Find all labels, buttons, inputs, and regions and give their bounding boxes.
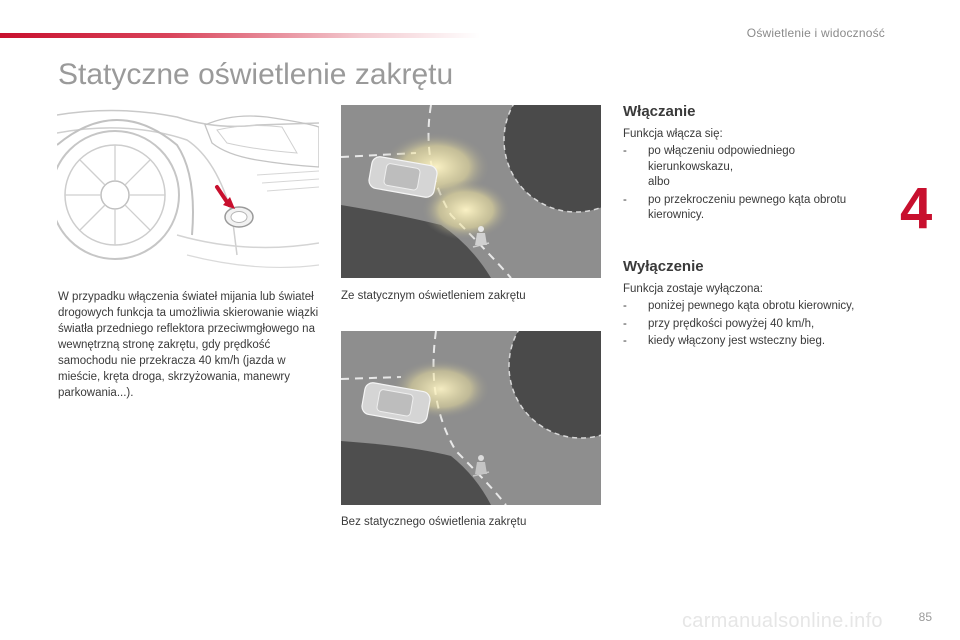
watermark: carmanualsonline.info [682,610,883,632]
intro-paragraph: W przypadku włączenia świateł mijania lub świateł drogowych funkcja ta umożliwia skierowanie wiązki światła przedniego reflektora przeciwmgłowego na wewnętrzną stronę zakrętu, gdy prędkość samochodu nie przekracza 40 km/h (jazda w mieście, kręta droga, skrzyżowania, manewry parkowania...). [58,291,319,399]
list-item: - przy prędkości powyżej 40 km/h, [623,317,815,330]
activation-list [623,144,883,226]
deactivation-list [623,299,883,352]
list-item: - poniżej pewnego kąta obrotu kierownicy, [623,300,855,312]
page-title: Statyczne oświetlenie zakrętu [58,58,454,91]
caption-without-lighting: Bez statycznego oświetlenia zakrętu [341,516,527,528]
with-cornering-light-illustration [341,105,601,278]
header-accent-bar [0,33,480,38]
list-item: - kiedy włączony jest wsteczny bieg. [623,335,826,347]
section-header: Oświetlenie i widoczność [746,26,885,40]
list-item-text: kiedy włączony jest wsteczny bieg. [648,335,826,347]
deactivation-intro: Funkcja zostaje wyłączona: [623,283,763,295]
caption-with-lighting: Ze statycznym oświetleniem zakrętu [341,290,526,302]
page-number: 85 [918,610,932,624]
list-item-text: poniżej pewnego kąta obrotu kierownicy, [648,300,855,312]
list-item-alternative: albo [648,176,670,188]
list-item: - po włączeniu odpowiedniego kierunkowskazu, albo [623,144,883,191]
without-cornering-light-illustration [341,331,601,505]
list-item: - po przekroczeniu pewnego kąta obrotu kierownicy. [623,193,847,221]
activation-heading: Włączanie [623,103,696,120]
car-front-fog-light-illustration [57,105,319,277]
deactivation-heading: Wyłączenie [623,258,704,275]
list-item-text: po przekroczeniu pewnego kąta obrotu kierownicy. [648,193,847,221]
list-item-text: po włączeniu odpowiedniego kierunkowskazu, [648,145,796,173]
activation-intro: Funkcja włącza się: [623,128,723,140]
chapter-number: 4 [900,176,933,241]
list-item-text: przy prędkości powyżej 40 km/h, [648,317,815,330]
